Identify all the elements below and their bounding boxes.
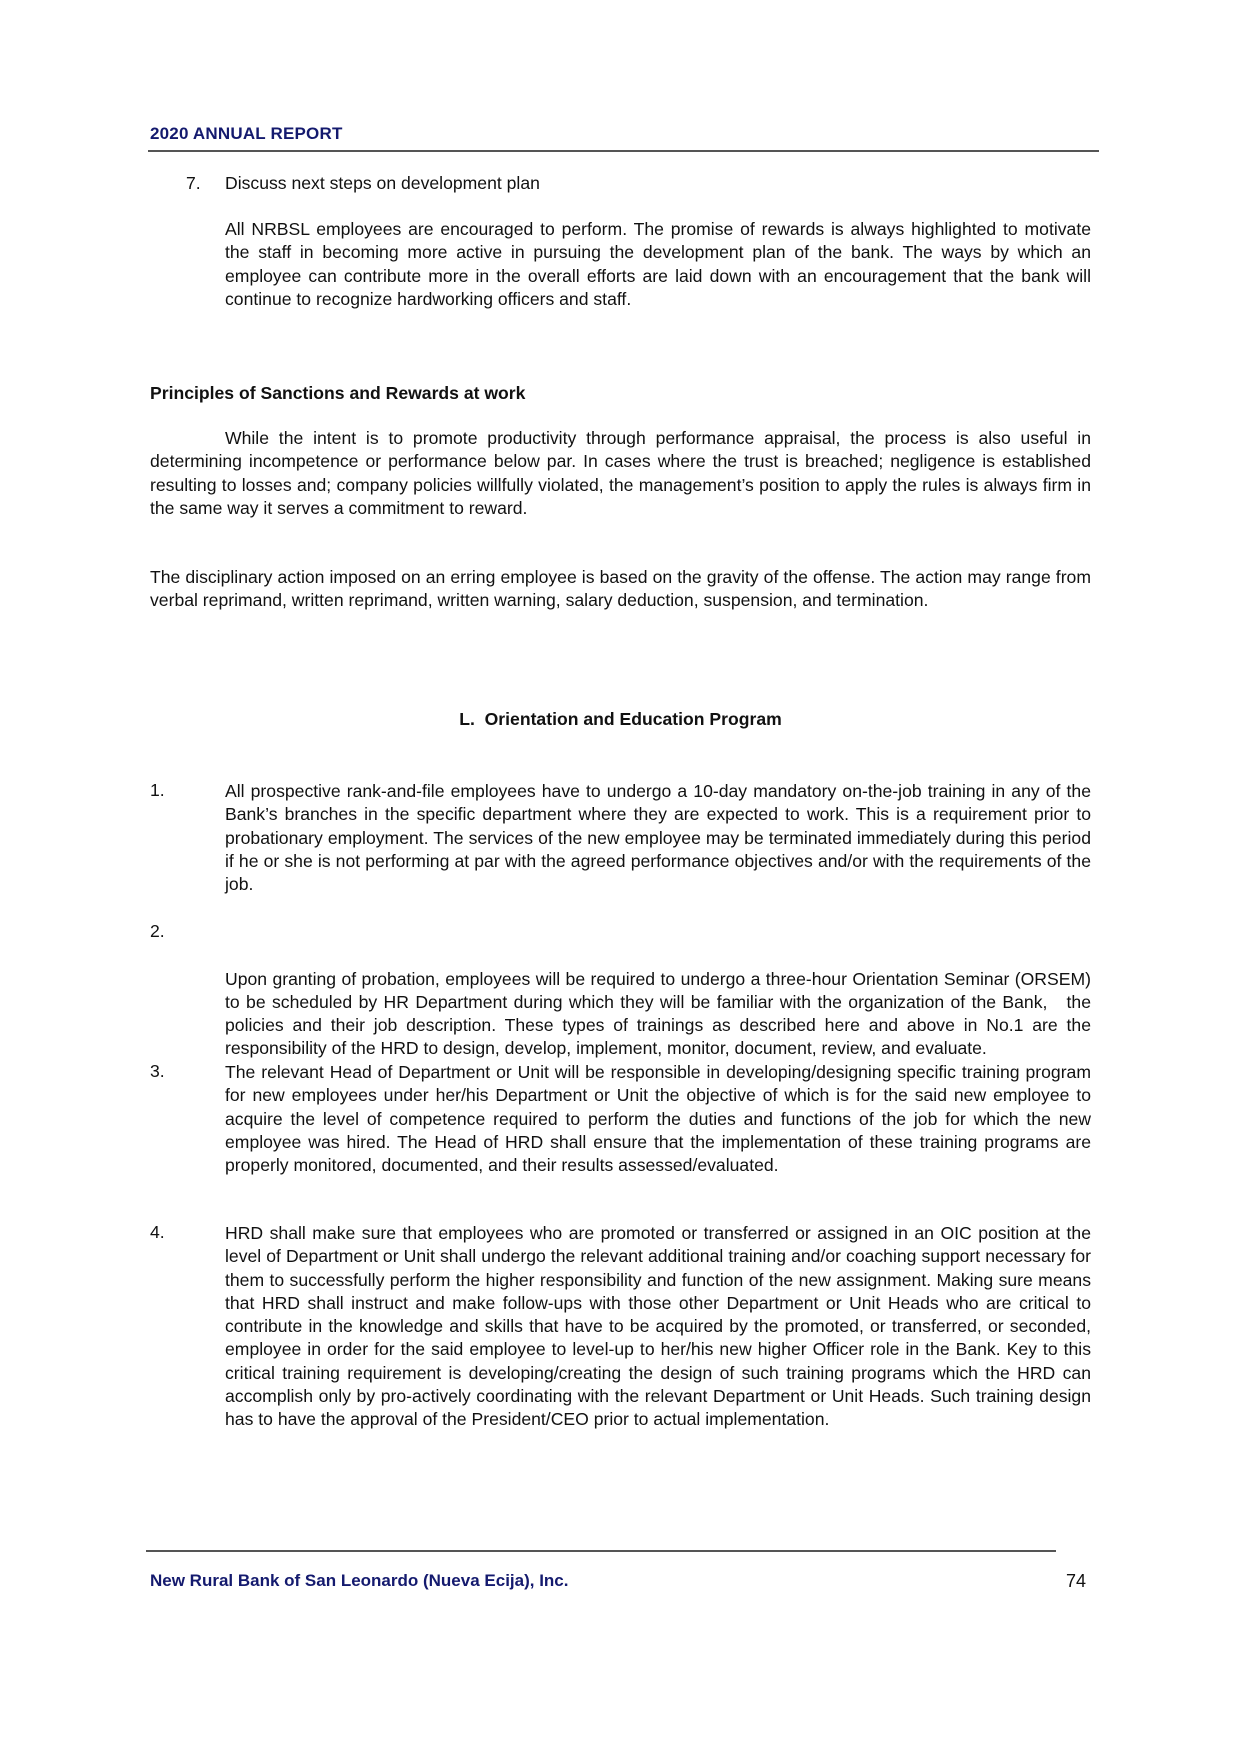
list-item xyxy=(225,921,1096,1084)
list-item-number: 1. xyxy=(150,780,165,800)
list-item xyxy=(225,1222,1091,1432)
list-item-title: Discuss next steps on development plan xyxy=(225,173,540,193)
list-item xyxy=(225,780,1091,896)
sanctions-paragraph-1 xyxy=(150,427,1091,520)
list-item xyxy=(225,1061,1091,1177)
header-divider xyxy=(148,150,1099,152)
list-item-text: Upon granting of probation, employees will be required to undergo a three-hour Orientation Seminar (ORSEM) to be scheduled by HR Department during which they will be familiar with the organization of the Bank, the policies and their job description. These types of trainings as described here and above in No.1 are the responsibility of the HRD to design, develop, implement, monitor, document, review, and evaluate. xyxy=(225,968,1096,1059)
paragraph-text: All NRBSL employees are encouraged to perform. The promise of rewards is always highlighted to motivate the staff in becoming more active in pursuing the development plan of the bank. The ways by which an employee can contribute more in the overall efforts are laid down with an encouragement that the bank will continue to recognize hardworking officers and staff. xyxy=(225,219,1091,309)
list-item-number: 7. xyxy=(186,173,201,193)
footer-organization-name: New Rural Bank of San Leonardo (Nueva Ecija), Inc. xyxy=(150,1571,569,1590)
section-heading-orientation: L. Orientation and Education Program xyxy=(459,709,782,729)
list-item-text: All prospective rank-and-file employees have to undergo a 10-day mandatory on-the-job training in any of the Bank’s branches in the specific department where they are expected to work. This is a requirement prior to probationary employment. The services of the new employee may be terminated immediately during this period if he or she is not performing at par with the agreed performance objectives and/or with the requirements of the job. xyxy=(225,781,1091,895)
list-item-text: The relevant Head of Department or Unit will be responsible in developing/designing specific training program for new employees under her/his Department or Unit the objective of which is for the said new employee to acquire the level of competence required to perform the duties and functions of the job for which the new employee was hired. The Head of HRD shall ensure that the implementation of these training programs are properly monitored, documented, and their results assessed/evaluated. xyxy=(225,1062,1091,1176)
development-plan-paragraph xyxy=(225,218,1091,311)
page-number: 74 xyxy=(1066,1571,1087,1591)
list-item-number: 4. xyxy=(150,1222,165,1242)
list-item-number: 3. xyxy=(150,1061,165,1081)
footer-divider xyxy=(146,1550,1056,1552)
paragraph-text: The disciplinary action imposed on an erring employee is based on the gravity of the offense. The action may range from verbal reprimand, written reprimand, written warning, salary deduction, suspension, and termination. xyxy=(150,567,1091,611)
sanctions-paragraph-2 xyxy=(150,566,1091,613)
report-header-title: 2020 ANNUAL REPORT xyxy=(150,124,343,143)
section-heading-sanctions: Principles of Sanctions and Rewards at work xyxy=(150,383,526,403)
list-item-text: HRD shall make sure that employees who are promoted or transferred or assigned in an OIC position at the level of Department or Unit shall undergo the relevant additional training and/or coaching support necessary for them to successfully perform the higher responsibility and function of the new assignment. Making sure means that HRD shall instruct and make follow-ups with those other Department or Unit Heads who are critical to contribute in the knowledge and skills that have to be acquired by the promoted, or transferred, or seconded, employee in order for the said employee to level-up to her/his new higher Officer role in the Bank. Key to this critical training requirement is developing/creating the design of such training programs which the HRD can accomplish only by pro-actively coordinating with the relevant Department or Unit Heads. Such training design has to have the approval of the President/CEO prior to actual implementation. xyxy=(225,1223,1091,1430)
paragraph-text: While the intent is to promote productivity through performance appraisal, the process is also useful in determining incompetence or performance below par. In cases where the trust is breached; negligence is established resulting to losses and; company policies willfully violated, the management’s position to apply the rules is always firm in the same way it serves a commitment to reward. xyxy=(150,428,1091,518)
list-item-number: 2. xyxy=(150,921,165,941)
